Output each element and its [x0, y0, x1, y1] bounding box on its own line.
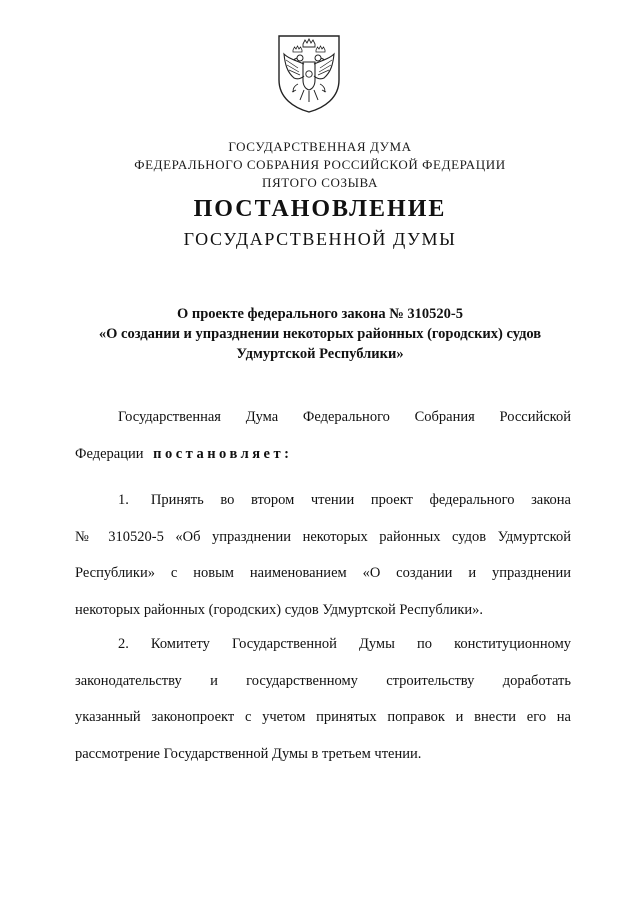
subject-line: О проекте федерального закона № 310520-5 — [176, 306, 464, 322]
item-number: 2. — [118, 636, 129, 652]
item-text-line: некоторых районных (городских) судов Удмуртской Республики». — [75, 601, 484, 618]
item-text-line: Республики» с новым наименованием «О создании и упразднении — [75, 565, 571, 581]
document-issuer-subtitle: ГОСУДАРСТВЕННОЙ ДУМЫ — [183, 229, 457, 249]
preamble-federation-word: Федерации — [75, 445, 144, 462]
item-text-line: указанный законопроект с учетом принятых поправок и внести его на — [75, 709, 571, 725]
double-headed-eagle-coat-of-arms-icon — [276, 34, 342, 114]
item-text-line: № 310520-5 «Об упразднении некоторых районных судов Удмуртской — [75, 528, 571, 545]
subject-line: Удмуртской Республики» — [236, 346, 404, 362]
item-2-first-line — [75, 626, 571, 663]
header-line-federal-assembly: ФЕДЕРАЛЬНОГО СОБРАНИЯ РОССИЙСКОЙ ФЕДЕРАЦИИ — [134, 157, 506, 172]
decree-item-1 — [75, 482, 571, 628]
item-text-line: рассмотрение Государственной Думы в третьем чтении. — [75, 745, 422, 762]
item-text-line: Комитету Государственной Думы по конституционному — [150, 636, 571, 652]
decree-item-2 — [75, 626, 571, 772]
item-text-line: Принять во втором чтении проект федерального закона — [150, 492, 571, 508]
preamble-paragraph — [75, 399, 571, 472]
preamble-line: Государственная Дума Федерального Собрания Российской — [118, 409, 571, 425]
document-type-title: ПОСТАНОВЛЕНИЕ — [193, 196, 447, 222]
item-number: 1. — [118, 492, 129, 508]
subject-line: «О создании и упразднении некоторых районных (городских) судов — [98, 326, 542, 342]
item-1-first-line — [75, 482, 571, 519]
preamble-line-decree — [75, 436, 571, 473]
header-line-duma: ГОСУДАРСТВЕННАЯ ДУМА — [228, 139, 412, 154]
document-subject — [0, 304, 640, 364]
decree-word: постановляет: — [153, 445, 293, 462]
coat-of-arms-emblem — [276, 34, 342, 114]
header-line-convocation: ПЯТОГО СОЗЫВА — [262, 175, 378, 190]
item-text-line: законодательству и государственному строительству доработать — [75, 672, 571, 689]
issuing-body-header — [0, 138, 640, 192]
